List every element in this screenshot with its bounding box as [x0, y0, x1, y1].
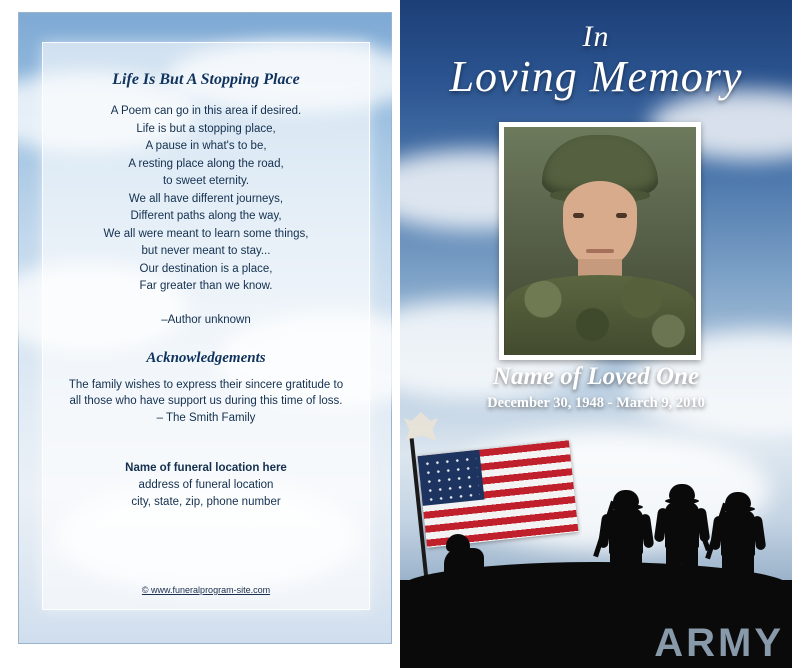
left-text-card: [42, 42, 370, 610]
deceased-dates: December 30, 1948 - March 9, 2010: [487, 395, 705, 411]
footer-credit: [43, 585, 369, 595]
soldier-torso: [665, 502, 699, 548]
poem-line: A resting place along the road,: [128, 157, 284, 170]
soldier-head: [613, 490, 639, 507]
acknowledgements-line: The family wishes to express their sincere gratitude to: [68, 378, 344, 391]
acknowledgements-title: Acknowledgements: [146, 349, 266, 366]
poem-line: We all have different journeys,: [128, 192, 284, 205]
portrait-photo: [504, 127, 696, 355]
photo-uniform: [505, 275, 695, 355]
flag-union: [418, 450, 485, 506]
cover-title-line2: Loving Memory: [449, 52, 743, 101]
poem-body: [43, 103, 369, 296]
poem-line: Different paths along the way,: [130, 210, 282, 222]
cover-title-line1: In: [582, 20, 610, 53]
poem-intro: A Poem can go in this area if desired.: [110, 105, 302, 117]
poem-line: A pause in what's to be,: [145, 140, 267, 152]
poem-title: Life Is But A Stopping Place: [112, 71, 300, 88]
poem-line: We all were meant to learn some things,: [103, 227, 309, 240]
american-flag: [418, 440, 579, 547]
acknowledgements-body: [43, 377, 369, 427]
footer-credit-link[interactable]: © www.funeralprogram-site.com: [141, 585, 271, 595]
soldier-head: [725, 492, 751, 509]
acknowledgements-line: – The Smith Family: [156, 411, 256, 424]
photo-eye-left: [573, 213, 584, 218]
funeral-location-city: city, state, zip, phone number: [131, 496, 281, 508]
poem-line: Life is but a stopping place,: [136, 122, 276, 135]
deceased-name-block: [400, 362, 792, 414]
right-cover-page: [400, 0, 792, 668]
deceased-name: Name of Loved One: [492, 363, 700, 390]
poem-author: –Author unknown: [161, 313, 251, 326]
funeral-location-block: [43, 460, 369, 511]
left-inside-page: [18, 12, 392, 644]
poem-line: to sweet eternity.: [162, 175, 250, 187]
funeral-location-address: address of funeral location: [138, 479, 274, 491]
poem-line: Our destination is a place,: [139, 262, 273, 275]
branch-word: ARMY: [654, 621, 784, 665]
portrait-photo-frame: [499, 122, 701, 360]
photo-face-shape: [563, 181, 637, 267]
soldier-torso: [609, 508, 643, 554]
photo-eye-right: [616, 213, 627, 218]
poem-line: but never meant to stay...: [141, 245, 271, 257]
funeral-location-name: Name of funeral location here: [125, 462, 287, 474]
acknowledgements-line: all those who have support us during this time of loss.: [69, 395, 343, 407]
photo-mouth: [586, 249, 614, 253]
soldier-torso: [721, 510, 755, 556]
poem-line: Far greater than we know.: [139, 280, 273, 292]
